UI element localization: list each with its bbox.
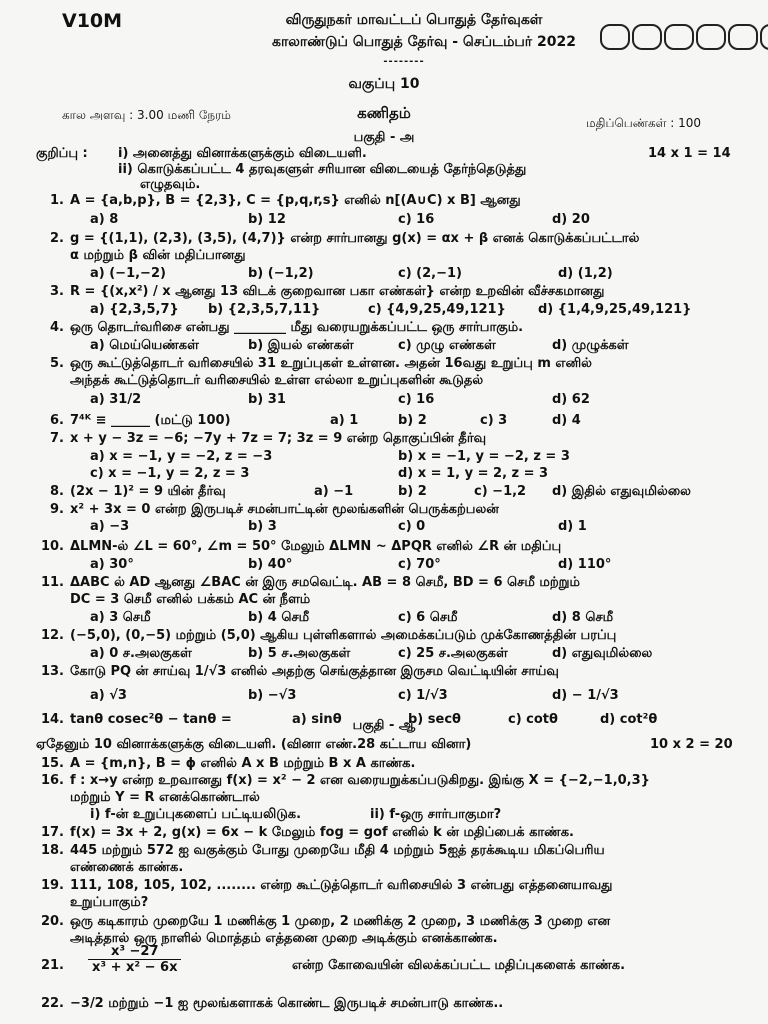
question-text: b) 2: [398, 413, 427, 428]
question-text: கோடு PQ ன் சாய்வு 1/√3 எனில் அதற்கு செங்குத்தான இருசம வெட்டியின் சாய்வு: [70, 664, 559, 679]
question-text: a) (−1,−2): [90, 266, 166, 281]
question-text: c) 16: [398, 212, 435, 227]
question-text: d) 4: [552, 413, 581, 428]
question-text: c) முழு எண்கள்: [398, 338, 496, 353]
q21-fraction: [88, 944, 181, 975]
question-number: 6.: [50, 413, 64, 428]
question-text: a) −1: [314, 484, 354, 499]
question-text: b) 12: [248, 212, 286, 227]
question-text: a) 30°: [90, 557, 134, 572]
question-text: f(x) = 3x + 2, g(x) = 6x − k மேலும் fog = gof எனில் k ன் மதிப்பைக் காண்க.: [70, 825, 574, 840]
question-text: ஒரு தொடர்வரிசை என்பது ________ மீது வரையறுக்கப்பட்ட ஒரு சார்பாகும்.: [70, 320, 524, 335]
question-text: (2x − 1)² = 9 யின் தீர்வு: [70, 484, 226, 499]
question-text: எண்ணைக் காண்க.: [70, 860, 184, 875]
part-a-marks: 14 x 1 = 14: [648, 146, 731, 161]
question-number: 7.: [50, 431, 64, 446]
question-number: 20.: [40, 914, 64, 929]
question-text: A = {m,n}, B = ϕ எனில் A x B மற்றும் B x A காண்க.: [70, 756, 416, 771]
question-line: [0, 664, 768, 686]
question-text: c) 16: [398, 392, 435, 407]
exam-title: காலாண்டுப் பொதுத் தேர்வு - செப்டம்பர் 2022: [272, 34, 576, 50]
question-text: b) (−1,2): [248, 266, 314, 281]
question-text: c) 25 ச.அலகுகள்: [398, 646, 508, 661]
total-marks: மதிப்பெண்கள் : 100: [586, 116, 702, 130]
question-number: 8.: [50, 484, 64, 499]
standard-label: வகுப்பு 10: [348, 76, 420, 92]
question-text: DC = 3 செமீ எனில் பக்கம் AC ன் நீளம்: [70, 592, 311, 607]
question-line: [0, 996, 768, 1018]
question-number: 15.: [40, 756, 64, 771]
question-text: a) −3: [90, 519, 130, 534]
question-text: c) 6 செமீ: [398, 610, 458, 625]
question-text: −3/2 மற்றும் −1 ஐ மூலங்களாகக் கொண்ட இருபடிச் சமன்பாடு காண்க..: [70, 996, 504, 1011]
question-number: 9.: [50, 502, 64, 517]
question-text: a) 3 செமீ: [90, 610, 151, 625]
question-number: 4.: [50, 320, 64, 335]
question-text: c) −1,2: [474, 484, 527, 499]
note-label: குறிப்பு :: [36, 146, 88, 161]
question-text: a) 31/2: [90, 392, 142, 407]
note-3: எழுதவும்.: [140, 177, 201, 192]
question-number: 22.: [40, 996, 64, 1011]
question-line: [0, 519, 768, 541]
question-text: ΔLMN-ல் ∠L = 60°, ∠m = 50° மேலும் ΔLMN ~ ΔPQR எனில் ∠R ன் மதிப்பு: [70, 539, 562, 554]
q21-denominator: x³ + x² − 6x: [92, 960, 178, 975]
question-text: a) sinθ: [292, 712, 342, 727]
question-text: g = {(1,1), (2,3), (3,5), (4,7)} என்ற சார்பானது g(x) = αx + β எனக் கொடுக்கப்பட்டால்: [70, 231, 640, 246]
question-text: ΔABC ல் AD ஆனது ∠BAC ன் இரு சமவெட்டி. AB = 8 செமீ, BD = 6 செமீ மற்றும்: [70, 575, 581, 590]
question-text: 445 மற்றும் 572 ஐ வகுக்கும் போது முறையே மீதி 4 மற்றும் 5ஐத் தரக்கூடிய மிகப்பெரிய: [70, 843, 605, 858]
question-text: d) 8 செமீ: [552, 610, 614, 625]
question-text: b) secθ: [408, 712, 461, 727]
question-text: c) x = −1, y = 2, z = 3: [90, 466, 250, 481]
question-text: ஒரு கூட்டுத்தொடர் வரிசையில் 31 உறுப்புகள் உள்ளன. அதன் 16வது உறுப்பு m எனில்: [70, 356, 592, 371]
question-text: ஒரு கடிகாரம் முறையே 1 மணிக்கு 1 முறை, 2 மணிக்கு 2 முறை, 3 மணிக்கு 3 முறை என: [70, 914, 611, 929]
question-text: d) {1,4,9,25,49,121}: [538, 302, 692, 317]
q21-numerator: x³ −27: [88, 944, 181, 960]
question-text: tanθ cosec²θ − tanθ =: [70, 712, 232, 727]
question-text: d) 62: [552, 392, 590, 407]
question-text: b) −√3: [248, 688, 297, 703]
question-text: f : x→y என்ற உறவானது f(x) = x² − 2 என வரையறுக்கப்படுகிறது. இங்கு X = {−2,−1,0,3}: [70, 773, 650, 788]
question-text: α மற்றும் β வின் மதிப்பானது: [70, 248, 246, 263]
question-text: a) x = −1, y = −2, z = −3: [90, 449, 273, 464]
question-line: [0, 392, 768, 414]
question-text: d) x = 1, y = 2, z = 3: [398, 466, 549, 481]
question-text: அந்தக் கூட்டுத்தொடர் வரிசையில் உள்ள எல்லா உறுப்புகளின் கூடுதல்: [70, 373, 484, 388]
question-number: 2.: [50, 231, 64, 246]
part-b-instruction: ஏதேனும் 10 வினாக்களுக்கு விடையளி. (வினா எண்.28 கட்டாய வினா): [36, 737, 472, 752]
question-text: அடித்தால் ஒரு நாளில் மொத்தம் எத்தனை முறை அடிக்கும் எனக்காண்க.: [70, 931, 498, 946]
question-text: b) 40°: [248, 557, 293, 572]
subject-title: கணிதம்: [357, 104, 411, 122]
question-text: உறுப்பாகும்?: [70, 895, 149, 910]
divider: --------: [383, 56, 425, 67]
question-text: மற்றும் Y = R எனக்கொண்டால்: [70, 790, 260, 805]
question-text: c) 1/√3: [398, 688, 448, 703]
question-number: 16.: [40, 773, 64, 788]
question-text: c) (2,−1): [398, 266, 462, 281]
question-text: b) x = −1, y = −2, z = 3: [398, 449, 570, 464]
question-number: 17.: [40, 825, 64, 840]
question-text: d) cot²θ: [600, 712, 658, 727]
question-text: b) 5 ச.அலகுகள்: [248, 646, 351, 661]
question-text: b) 4 செமீ: [248, 610, 310, 625]
question-text: d) இதில் எதுவுமில்லை: [552, 484, 691, 499]
question-text: c) 0: [398, 519, 426, 534]
question-number: 10.: [40, 539, 64, 554]
exam-board-title: விருதுநகர் மாவட்டப் பொதுத் தேர்வுகள்: [285, 12, 543, 28]
question-number: 21.: [40, 958, 64, 973]
question-text: R = {(x,x²) / x ஆனது 13 விடக் குறைவான பகா எண்கள்} என்ற உறவின் வீச்சகமானது: [70, 284, 605, 299]
question-number: 3.: [50, 284, 64, 299]
question-text: x + y − 3z = −6; −7y + 7z = 7; 3z = 9 என்ற தொகுப்பின் தீர்வு: [70, 431, 487, 446]
note-2: ii) கொடுக்கப்பட்ட 4 தரவுகளுள் சரியான விடையைத் தேர்ந்தெடுத்து: [118, 162, 527, 177]
question-text: என்ற கோவையின் விலக்கப்பட்ட மதிப்புகளைக் காண்க.: [292, 958, 626, 973]
question-text: d) எதுவுமில்லை: [552, 646, 653, 661]
question-text: b) 31: [248, 392, 286, 407]
question-text: x² + 3x = 0 என்ற இருபடிச் சமன்பாட்டின் மூலங்களின் பெருக்கற்பலன்: [70, 502, 499, 517]
question-text: 7⁴ᴷ ≡ ______ (மட்டு 100): [70, 413, 231, 428]
question-text: d) 1: [558, 519, 587, 534]
part-b-marks: 10 x 2 = 20: [650, 737, 733, 752]
question-text: d) முழுக்கள்: [552, 338, 629, 353]
question-text: a) 1: [330, 413, 359, 428]
question-text: 111, 108, 105, 102, ........ என்ற கூட்டுத்தொடர் வரிசையில் 3 என்பது எத்தனையாவது: [70, 878, 613, 893]
question-text: b) {2,3,5,7,11}: [208, 302, 321, 317]
part-a-title: பகுதி - அ: [353, 130, 415, 145]
question-text: d) (1,2): [558, 266, 613, 281]
question-text: d) − 1/√3: [552, 688, 619, 703]
question-number: 13.: [40, 664, 64, 679]
question-text: b) 3: [248, 519, 277, 534]
question-text: d) 110°: [558, 557, 612, 572]
question-text: a) மெய்யெண்கள்: [90, 338, 199, 353]
question-text: i) f-ன் உறுப்புகளைப் பட்டியலிடுக.: [90, 807, 302, 822]
question-number: 12.: [40, 628, 64, 643]
question-text: ii) f-ஒரு சார்பாகுமா?: [370, 807, 502, 822]
question-number: 5.: [50, 356, 64, 371]
question-text: b) 2: [398, 484, 427, 499]
question-text: a) 8: [90, 212, 119, 227]
question-text: a) {2,3,5,7}: [90, 302, 179, 317]
question-text: c) cotθ: [508, 712, 558, 727]
question-text: c) 3: [480, 413, 508, 428]
question-text: c) 70°: [398, 557, 441, 572]
question-number: 19.: [40, 878, 64, 893]
question-line: [0, 688, 768, 710]
question-text: a) 0 ச.அலகுகள்: [90, 646, 192, 661]
question-text: c) {4,9,25,49,121}: [368, 302, 506, 317]
duration-label: கால அளவு : 3.00 மணி நேரம்: [62, 108, 231, 122]
paper-code: V10M: [62, 10, 123, 32]
question-number: 1.: [50, 193, 64, 208]
note-1: i) அனைத்து வினாக்களுக்கும் விடையளி.: [118, 146, 367, 161]
question-number: 18.: [40, 843, 64, 858]
question-text: d) 20: [552, 212, 590, 227]
question-number: 11.: [40, 575, 64, 590]
part-b-title: பகுதி - ஆ: [352, 718, 416, 733]
question-text: a) √3: [90, 688, 127, 703]
question-text: b) இயல் எண்கள்: [248, 338, 354, 353]
question-number: 14.: [40, 712, 64, 727]
question-text: (−5,0), (0,−5) மற்றும் (5,0) ஆகிய புள்ளிகளால் அமைக்கப்படும் முக்கோணத்தின் பரப்பு: [70, 628, 617, 643]
question-text: A = {a,b,p}, B = {2,3}, C = {p,q,r,s} எனில் n[(A∪C) x B] ஆனது: [70, 193, 521, 208]
